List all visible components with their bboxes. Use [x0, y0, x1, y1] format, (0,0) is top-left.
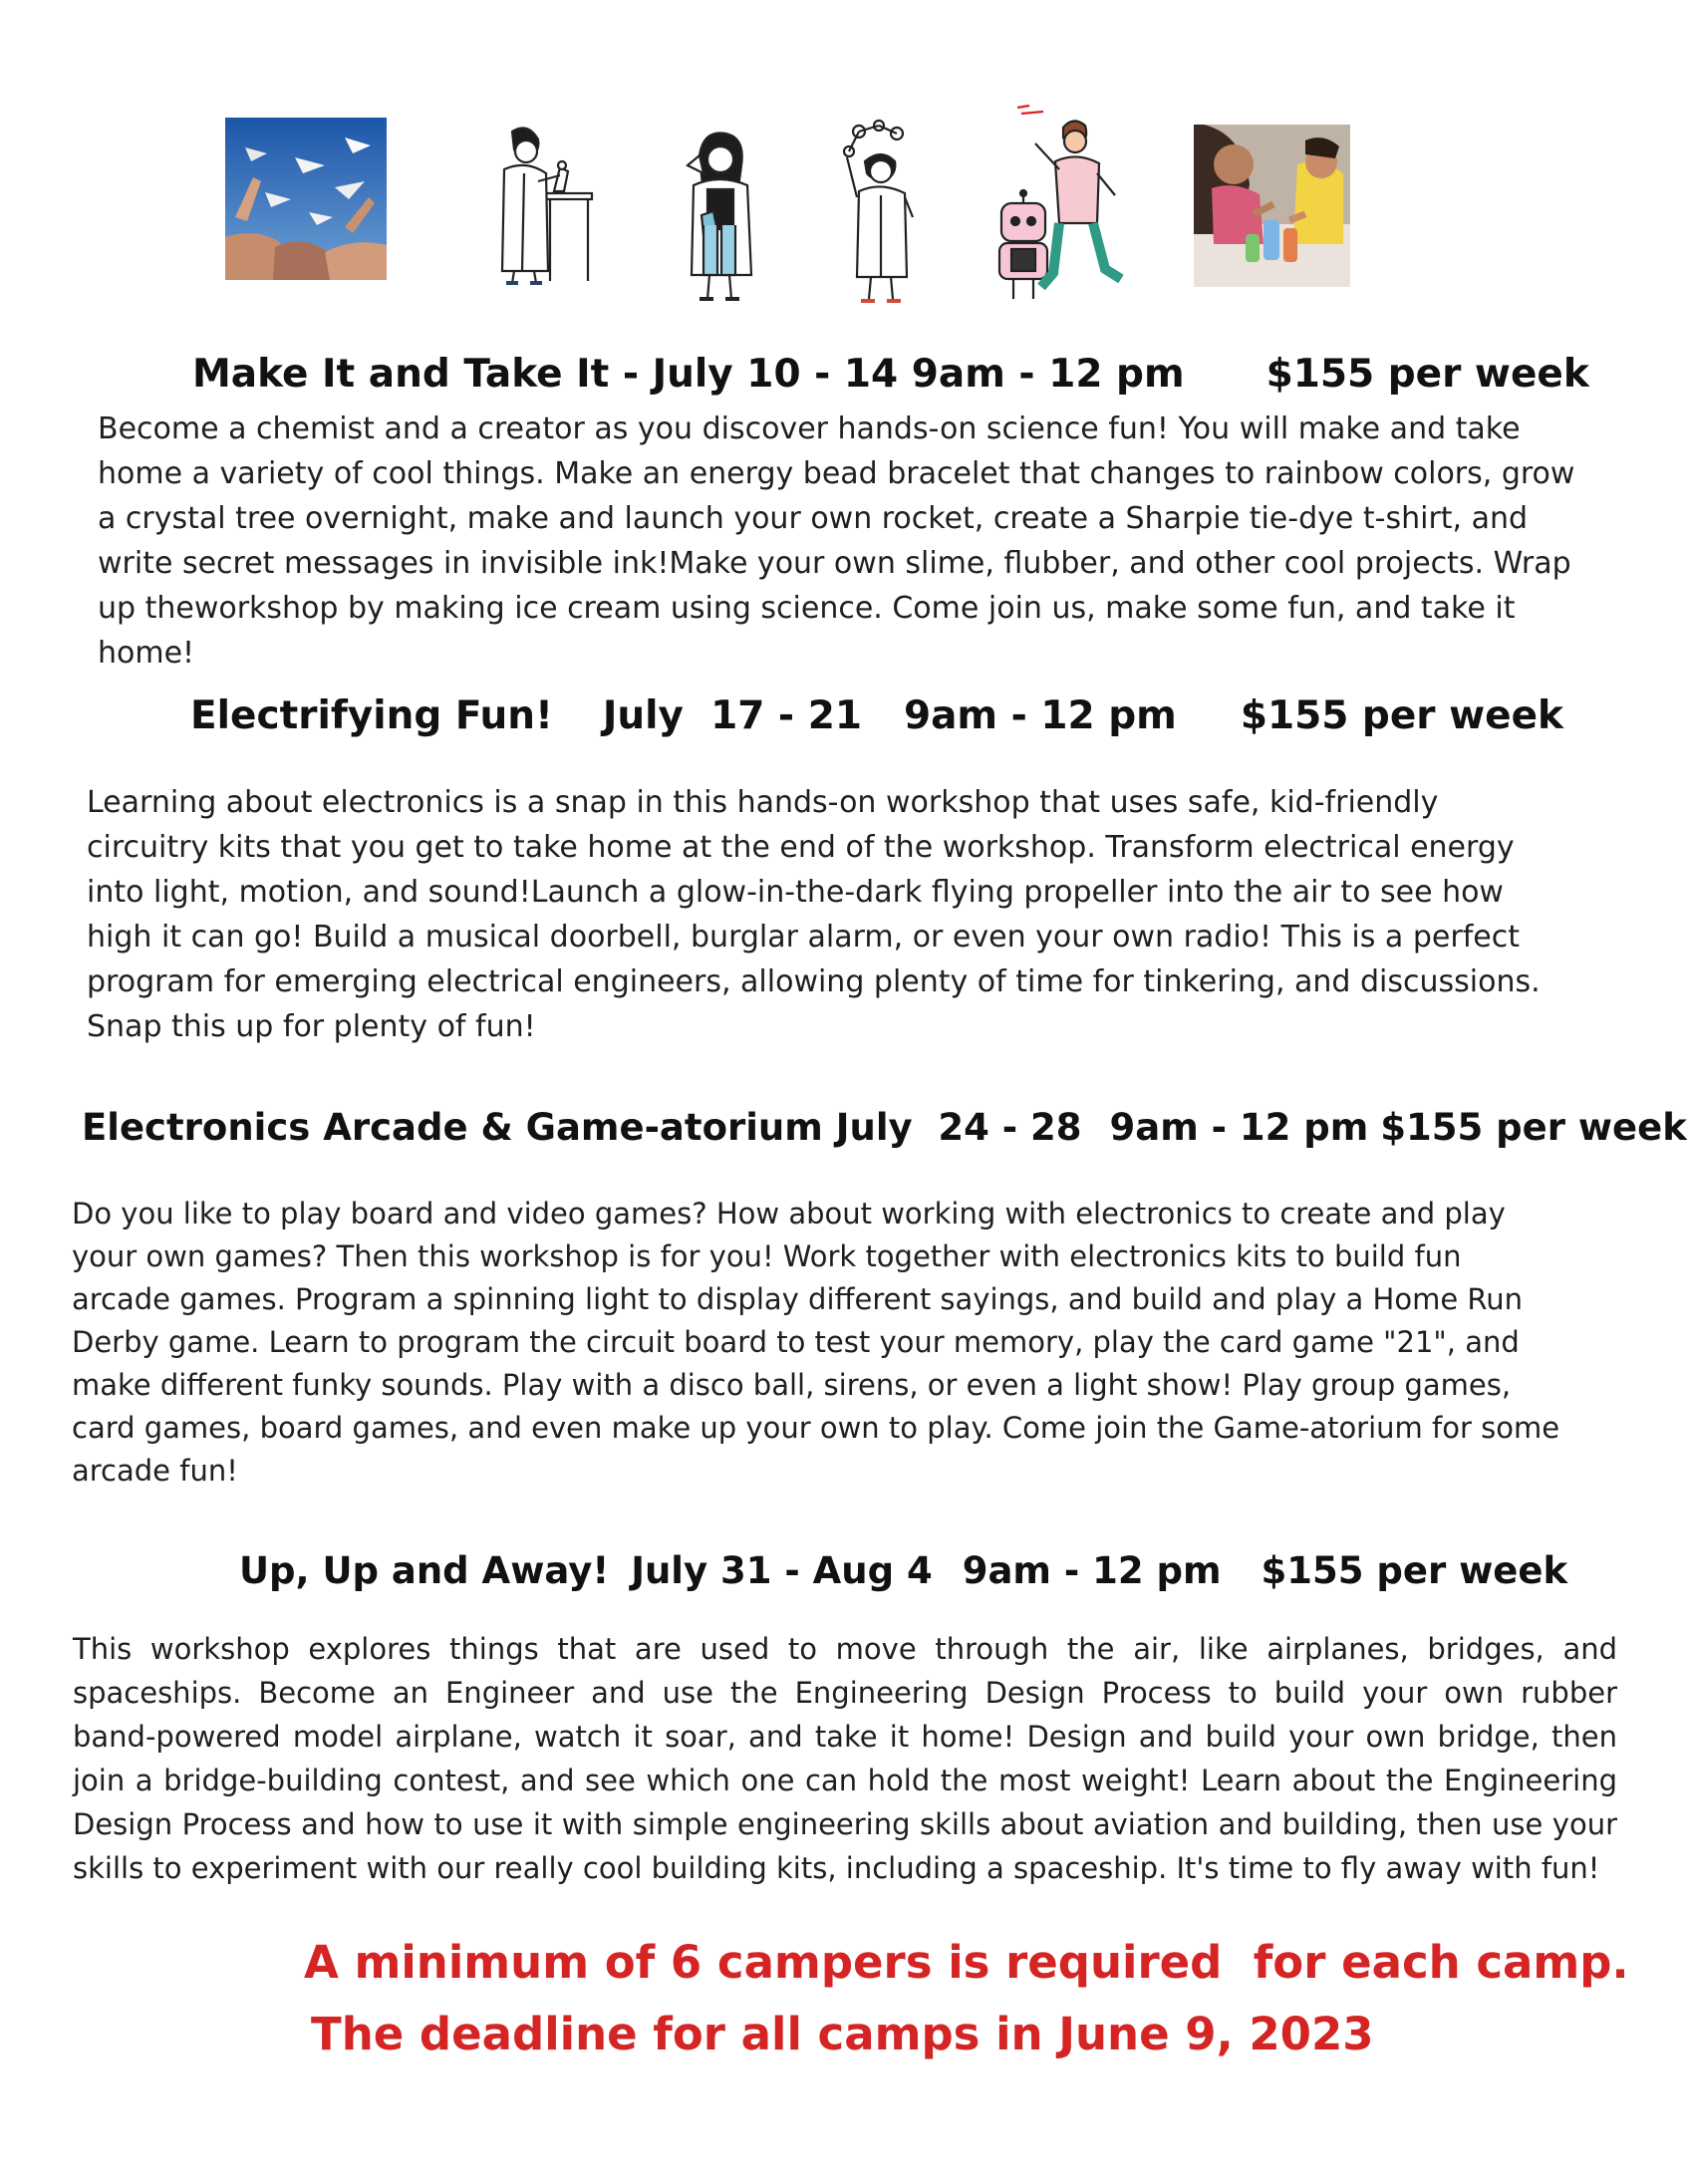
scientist-beaker-image: [674, 126, 765, 305]
camp-time: 9am - 12 pm: [1109, 1106, 1369, 1149]
camp-heading: [190, 693, 1563, 738]
kids-craft-photo: [1194, 125, 1350, 287]
description-line: Learning about electronics is a snap in this hands-on workshop that uses safe, kid-friendly: [87, 785, 1439, 820]
description-line: skills to experiment with our really cool building kits, including a spaceship. It's time to fly away with fun!: [73, 1851, 1600, 1885]
camp-time: 9am - 12 pm: [962, 1549, 1222, 1592]
deadline-notice: The deadline for all camps in June 9, 2023: [311, 2008, 1374, 2060]
camp-dates: July 31 - Aug 4: [631, 1549, 933, 1592]
camp-title: Electronics Arcade & Game-atorium July 24 - 28: [82, 1106, 1082, 1149]
camp-time: 9am - 12 pm: [903, 693, 1177, 738]
robot-and-boy-illustration: [982, 104, 1129, 305]
camp-title: Make It and Take It - July 10 - 14 9am - 12 pm: [192, 352, 1185, 397]
description-line: your own games? Then this workshop is for you! Work together with electronics kits to build fun: [72, 1239, 1462, 1273]
description-line: high it can go! Build a musical doorbell, burglar alarm, or even your own radio! This is a perfect: [87, 920, 1520, 955]
description-line: Design Process and how to use it with simple engineering skills about aviation and building, then use your: [73, 1807, 1617, 1841]
description-line: Derby game. Learn to program the circuit board to test your memory, play the card game "21", and: [72, 1325, 1520, 1359]
camp-description: [73, 1627, 1617, 1890]
camp-dates: July 17 - 21: [602, 693, 862, 738]
description-line: circuitry kits that you get to take home at the end of the workshop. Transform electrical energy: [87, 830, 1515, 865]
camp-price: $155 per week: [1261, 1549, 1568, 1592]
paper-planes-image: [225, 118, 387, 280]
description-line: Snap this up for plenty of fun!: [87, 1009, 536, 1044]
description-line: join a bridge-building contest, and see which one can hold the most weight! Learn about the Engineering: [73, 1764, 1617, 1797]
description-line: Do you like to play board and video games? How about working with electronics to create and play: [72, 1197, 1506, 1230]
camp-description: [72, 1193, 1559, 1493]
camp-price: $155 per week: [1265, 352, 1589, 397]
scientist-microscope-image: [476, 122, 596, 286]
description-line: arcade games. Program a spinning light to display different sayings, and build and play a Home Run: [72, 1282, 1524, 1316]
description-line: home a variety of cool things. Make an energy bead bracelet that changes to rainbow colors, grow: [98, 456, 1575, 491]
robot-and-boy-image: [982, 104, 1129, 305]
description-line: a crystal tree overnight, make and launch your own rocket, create a Sharpie tie-dye t-shirt, and: [98, 501, 1529, 536]
description-line: card games, board games, and even make up your own to play. Come join the Game-atorium for some: [72, 1411, 1560, 1445]
scientist-molecule-image: [835, 118, 925, 307]
camp-heading: [239, 1549, 1567, 1592]
description-line: into light, motion, and sound!Launch a glow-in-the-dark flying propeller into the air to see how: [87, 875, 1504, 910]
minimum-campers-notice: A minimum of 6 campers is required for each camp.: [304, 1936, 1629, 1989]
description-line: home!: [98, 636, 195, 671]
camp-description: [98, 407, 1574, 676]
camp-title: Electrifying Fun!: [190, 693, 553, 738]
description-line: write secret messages in invisible ink!Make your own slime, flubber, and other cool projects. Wrap: [98, 546, 1571, 581]
camp-price: $155 per week: [1240, 693, 1563, 738]
description-line: make different funky sounds. Play with a disco ball, sirens, or even a light show! Play group games,: [72, 1368, 1512, 1402]
scientist-microscope-illustration: [476, 122, 596, 286]
description-line: program for emerging electrical engineers, allowing plenty of time for tinkering, and discussions.: [87, 964, 1541, 999]
description-line: arcade fun!: [72, 1454, 238, 1488]
camp-heading: [192, 352, 1589, 397]
scientist-molecule-illustration: [835, 118, 925, 307]
description-line: This workshop explores things that are used to move through the air, like airplanes, bridges, and: [73, 1632, 1617, 1666]
camp-price: $155 per week: [1380, 1106, 1687, 1149]
paper-planes-photo: [225, 118, 387, 280]
description-line: spaceships. Become an Engineer and use the Engineering Design Process to build your own rubber: [73, 1676, 1617, 1710]
camp-description: [87, 780, 1541, 1049]
description-line: up theworkshop by making ice cream using science. Come join us, make some fun, and take it: [98, 591, 1516, 626]
camp-heading: [82, 1106, 1687, 1149]
description-line: Become a chemist and a creator as you discover hands-on science fun! You will make and take: [98, 411, 1521, 446]
scientist-beaker-illustration: [674, 126, 765, 305]
camp-title: Up, Up and Away!: [239, 1549, 610, 1592]
kids-craft-image: [1194, 125, 1350, 287]
description-line: band-powered model airplane, watch it soar, and take it home! Design and build your own bridge, then: [73, 1720, 1617, 1754]
